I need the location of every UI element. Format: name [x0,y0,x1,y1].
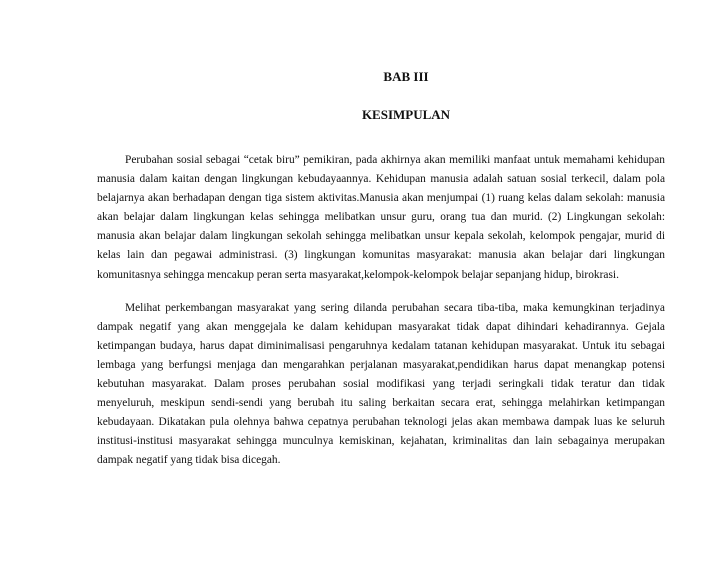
chapter-title: KESIMPULAN [361,107,451,122]
paragraph-1: Perubahan sosial sebagai “cetak biru” pemikiran, pada akhirnya akan memiliki manfaat untuk memahami kehidupan manusia dalam kaitan dengan lingkungan kebudayaannya. Kehidupan manusia adalah satuan sosial terkecil, dalam pola belajarnya akan berhadapan dengan tiga sistem aktivitas.Manusia akan menjumpai (1) ruang kelas dalam sekolah: manusia akan belajar dalam lingkungan kelas sehingga melibatkan unsur guru, orang tua dan murid. (2) Lingkungan sekolah: manusia akan belajar dalam lingkungan sekolah sehingga melibatkan unsur kepala sekolah, kelompok pengajar, murid di kelas lain dan pegawai administrasi. (3) lingkungan komunitas masyarakat: manusia akan belajar dari lingkungan komunitasnya sehingga mencakup peran serta masyarakat,kelompok-kelompok belajar sepanjang hidup, birokrasi. [97,154,665,281]
chapter-heading: BAB III [383,69,429,84]
paragraph-2: Melihat perkembangan masyarakat yang sering dilanda perubahan secara tiba-tiba, maka kemungkinan terjadinya dampak negatif yang akan menggejala ke dalam kehidupan masyarakat tidak dapat dihindari kehadirannya. Gejala ketimpangan budaya, harus dapat diminimalisasi pengaruhnya kedalam tatanan kehidupan masyarakat. Untuk itu sebagai lembaga yang berfungsi menjaga dan mengarahkan perjalanan masyarakat,pendidikan harus dapat menangkap potensi kebutuhan masyarakat. Dalam proses perubahan sosial modifikasi yang terjadi seringkali tidak teratur dan tidak menyeluruh, meskipun sendi-sendi yang berubah itu saling berkaitan secara erat, sehingga melahirkan ketimpangan kebudayaan. Dikatakan pula olehnya bahwa cepatnya perubahan teknologi jelas akan membawa dampak luas ke seluruh institusi-institusi masyarakat sehingga munculnya kemiskinan, kejahatan, kriminalitas dan lain sebagainya merupakan dampak negatif yang tidak bisa dicegah. [97,301,665,467]
body-text [97,151,665,485]
